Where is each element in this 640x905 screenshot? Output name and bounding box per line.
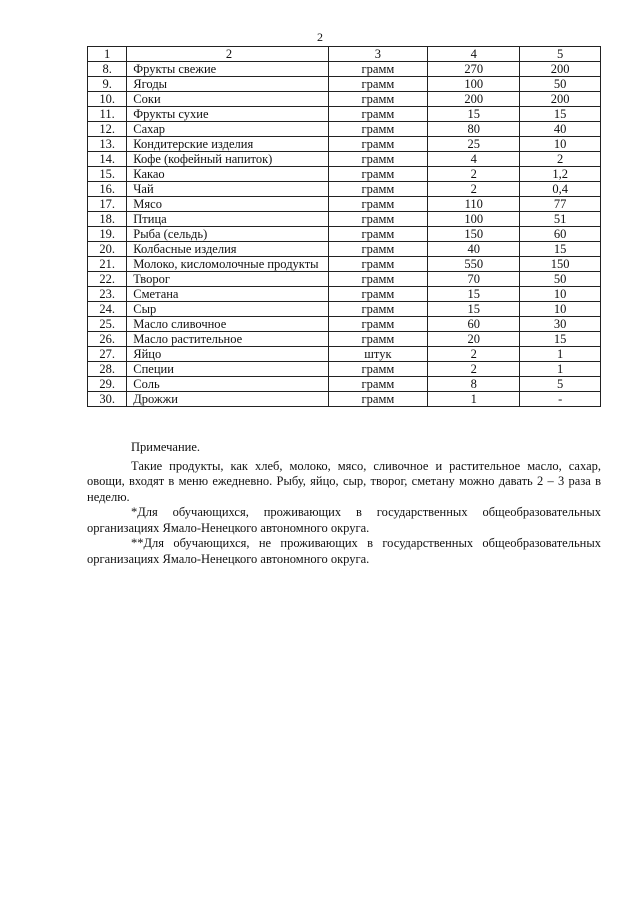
product-name-cell: Какао xyxy=(127,167,328,182)
table-row xyxy=(88,302,601,317)
table-row xyxy=(88,62,601,77)
notes-section xyxy=(87,440,601,567)
row-number-cell: 10. xyxy=(88,92,127,107)
product-name-cell: Колбасные изделия xyxy=(127,242,328,257)
unit-cell: грамм xyxy=(328,332,427,347)
norm-col4-cell: 270 xyxy=(428,62,520,77)
row-number-cell: 22. xyxy=(88,272,127,287)
table-row xyxy=(88,257,601,272)
product-name-cell: Фрукты сухие xyxy=(127,107,328,122)
row-number-cell: 14. xyxy=(88,152,127,167)
norm-col5-cell: 10 xyxy=(520,287,601,302)
unit-cell: грамм xyxy=(328,317,427,332)
norm-col4-cell: 2 xyxy=(428,362,520,377)
unit-cell: грамм xyxy=(328,302,427,317)
header-cell: 3 xyxy=(328,47,427,62)
product-name-cell: Сыр xyxy=(127,302,328,317)
norm-col5-cell: 1 xyxy=(520,362,601,377)
product-name-cell: Молоко, кисломолочные продукты xyxy=(127,257,328,272)
row-number-cell: 16. xyxy=(88,182,127,197)
row-number-cell: 11. xyxy=(88,107,127,122)
product-name-cell: Чай xyxy=(127,182,328,197)
product-name-cell: Кофе (кофейный напиток) xyxy=(127,152,328,167)
row-number-cell: 23. xyxy=(88,287,127,302)
unit-cell: грамм xyxy=(328,152,427,167)
norm-col4-cell: 4 xyxy=(428,152,520,167)
norm-col4-cell: 550 xyxy=(428,257,520,272)
unit-cell: грамм xyxy=(328,272,427,287)
page-number: 2 xyxy=(317,30,323,44)
norm-col4-cell: 20 xyxy=(428,332,520,347)
notes-title: Примечание. xyxy=(131,440,201,454)
food-norms-table xyxy=(87,46,601,407)
header-cell: 2 xyxy=(127,47,328,62)
product-name-cell: Масло растительное xyxy=(127,332,328,347)
unit-cell: грамм xyxy=(328,392,427,407)
unit-cell: грамм xyxy=(328,242,427,257)
norm-col5-cell: 200 xyxy=(520,62,601,77)
table-row xyxy=(88,137,601,152)
row-number-cell: 30. xyxy=(88,392,127,407)
norm-col5-cell: 0,4 xyxy=(520,182,601,197)
norm-col4-cell: 80 xyxy=(428,122,520,137)
product-name-cell: Рыба (сельдь) xyxy=(127,227,328,242)
norm-col4-cell: 1 xyxy=(428,392,520,407)
norm-col5-cell: 10 xyxy=(520,302,601,317)
row-number-cell: 9. xyxy=(88,77,127,92)
product-name-cell: Дрожжи xyxy=(127,392,328,407)
product-name-cell: Специи xyxy=(127,362,328,377)
table-row xyxy=(88,167,601,182)
norm-col4-cell: 25 xyxy=(428,137,520,152)
unit-cell: грамм xyxy=(328,362,427,377)
row-number-cell: 26. xyxy=(88,332,127,347)
table-row xyxy=(88,227,601,242)
norm-col4-cell: 40 xyxy=(428,242,520,257)
unit-cell: грамм xyxy=(328,137,427,152)
norm-col5-cell: - xyxy=(520,392,601,407)
norm-col5-cell: 200 xyxy=(520,92,601,107)
norm-col4-cell: 15 xyxy=(428,107,520,122)
row-number-cell: 27. xyxy=(88,347,127,362)
unit-cell: штук xyxy=(328,347,427,362)
table-row xyxy=(88,332,601,347)
unit-cell: грамм xyxy=(328,62,427,77)
unit-cell: грамм xyxy=(328,107,427,122)
row-number-cell: 25. xyxy=(88,317,127,332)
table-row xyxy=(88,122,601,137)
product-name-cell: Масло сливочное xyxy=(127,317,328,332)
note-paragraph: **Для обучающихся, не проживающих в государственных общеобразовательных организациях Ямало-Ненецкого автономного округа. xyxy=(87,536,601,566)
table-row xyxy=(88,362,601,377)
row-number-cell: 24. xyxy=(88,302,127,317)
norm-col4-cell: 150 xyxy=(428,227,520,242)
norm-col5-cell: 15 xyxy=(520,107,601,122)
norm-col4-cell: 2 xyxy=(428,347,520,362)
unit-cell: грамм xyxy=(328,92,427,107)
unit-cell: грамм xyxy=(328,182,427,197)
note-paragraph: Такие продукты, как хлеб, молоко, мясо, сливочное и растительное масло, сахар, овощи, входят в меню ежедневно. Рыбу, яйцо, сыр, творог, сметану можно давать 2 – 3 раза в неделю. xyxy=(87,458,601,504)
unit-cell: грамм xyxy=(328,257,427,272)
norm-col5-cell: 50 xyxy=(520,272,601,287)
norm-col5-cell: 30 xyxy=(520,317,601,332)
norm-col4-cell: 2 xyxy=(428,182,520,197)
row-number-cell: 19. xyxy=(88,227,127,242)
norm-col4-cell: 8 xyxy=(428,377,520,392)
norm-col5-cell: 40 xyxy=(520,122,601,137)
table-row xyxy=(88,107,601,122)
header-cell: 1 xyxy=(88,47,127,62)
note-paragraph: *Для обучающихся, проживающих в государственных общеобразовательных организациях Ямало-Ненецкого автономного округа. xyxy=(87,505,601,535)
unit-cell: грамм xyxy=(328,197,427,212)
product-name-cell: Птица xyxy=(127,212,328,227)
product-name-cell: Фрукты свежие xyxy=(127,62,328,77)
unit-cell: грамм xyxy=(328,212,427,227)
row-number-cell: 15. xyxy=(88,167,127,182)
row-number-cell: 8. xyxy=(88,62,127,77)
header-cell: 4 xyxy=(428,47,520,62)
row-number-cell: 17. xyxy=(88,197,127,212)
table-row xyxy=(88,212,601,227)
row-number-cell: 21. xyxy=(88,257,127,272)
table-row xyxy=(88,347,601,362)
product-name-cell: Мясо xyxy=(127,197,328,212)
table-row xyxy=(88,392,601,407)
norm-col5-cell: 10 xyxy=(520,137,601,152)
row-number-cell: 18. xyxy=(88,212,127,227)
product-name-cell: Сахар xyxy=(127,122,328,137)
norm-col4-cell: 2 xyxy=(428,167,520,182)
norm-col4-cell: 60 xyxy=(428,317,520,332)
product-name-cell: Соль xyxy=(127,377,328,392)
table-header-row xyxy=(88,47,601,62)
unit-cell: грамм xyxy=(328,77,427,92)
table-row xyxy=(88,77,601,92)
norm-col5-cell: 1,2 xyxy=(520,167,601,182)
table-row xyxy=(88,182,601,197)
row-number-cell: 12. xyxy=(88,122,127,137)
product-name-cell: Яйцо xyxy=(127,347,328,362)
table-row xyxy=(88,242,601,257)
product-name-cell: Творог xyxy=(127,272,328,287)
norm-col4-cell: 15 xyxy=(428,287,520,302)
table-row xyxy=(88,317,601,332)
norm-col4-cell: 15 xyxy=(428,302,520,317)
table-row xyxy=(88,377,601,392)
norm-col4-cell: 70 xyxy=(428,272,520,287)
product-name-cell: Кондитерские изделия xyxy=(127,137,328,152)
unit-cell: грамм xyxy=(328,227,427,242)
table-row xyxy=(88,152,601,167)
norm-col5-cell: 15 xyxy=(520,332,601,347)
norm-col5-cell: 15 xyxy=(520,242,601,257)
unit-cell: грамм xyxy=(328,122,427,137)
row-number-cell: 20. xyxy=(88,242,127,257)
norm-col4-cell: 200 xyxy=(428,92,520,107)
product-name-cell: Соки xyxy=(127,92,328,107)
row-number-cell: 29. xyxy=(88,377,127,392)
table-row xyxy=(88,272,601,287)
row-number-cell: 28. xyxy=(88,362,127,377)
unit-cell: грамм xyxy=(328,377,427,392)
unit-cell: грамм xyxy=(328,287,427,302)
norm-col4-cell: 100 xyxy=(428,77,520,92)
product-name-cell: Ягоды xyxy=(127,77,328,92)
table-row xyxy=(88,287,601,302)
norm-col5-cell: 51 xyxy=(520,212,601,227)
norm-col4-cell: 110 xyxy=(428,197,520,212)
norm-col5-cell: 150 xyxy=(520,257,601,272)
norm-col5-cell: 2 xyxy=(520,152,601,167)
norm-col5-cell: 1 xyxy=(520,347,601,362)
header-cell: 5 xyxy=(520,47,601,62)
table-row xyxy=(88,197,601,212)
norm-col4-cell: 100 xyxy=(428,212,520,227)
norm-col5-cell: 60 xyxy=(520,227,601,242)
unit-cell: грамм xyxy=(328,167,427,182)
norm-col5-cell: 50 xyxy=(520,77,601,92)
product-name-cell: Сметана xyxy=(127,287,328,302)
norm-col5-cell: 77 xyxy=(520,197,601,212)
table-row xyxy=(88,92,601,107)
row-number-cell: 13. xyxy=(88,137,127,152)
norm-col5-cell: 5 xyxy=(520,377,601,392)
